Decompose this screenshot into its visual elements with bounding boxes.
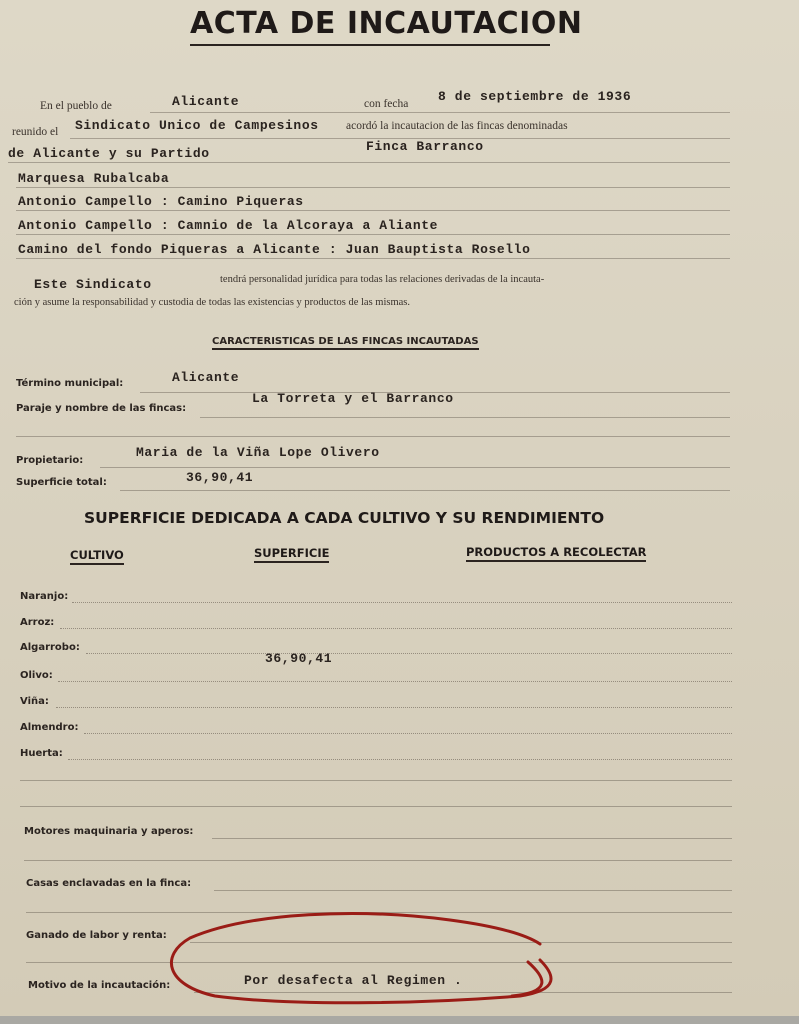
paraje-label: Paraje y nombre de las fincas:	[16, 403, 187, 414]
col-productos-header: PRODUCTOS A RECOLECTAR	[466, 545, 646, 562]
pueblo-value: Alicante	[172, 94, 240, 109]
cultivo-row-superficie: 36,90,41	[265, 651, 333, 666]
cultivo-row-label: Algarrobo:	[20, 642, 80, 653]
title-underline	[190, 44, 550, 46]
rule-line	[120, 490, 730, 491]
organizacion-value: Sindicato Unico de Campesinos	[75, 118, 319, 133]
cultivo-row-line	[68, 759, 732, 760]
cultivo-row-line	[86, 653, 732, 654]
superficie-total-label: Superficie total:	[16, 477, 107, 488]
rule-line	[214, 890, 732, 891]
sindicato-text-2: ción y asume la responsabilidad y custodia de todas las existencias y productos de las mismas.	[14, 297, 410, 308]
propietario-value: Maria de la Viña Lope Olivero	[136, 445, 380, 460]
fecha-label: con fecha	[364, 98, 409, 110]
cultivo-row-line	[84, 733, 732, 734]
sindicato-value: Este Sindicato	[34, 277, 152, 292]
scanner-bottom-edge	[0, 1016, 799, 1024]
rule-line	[26, 912, 732, 913]
rule-line	[150, 112, 730, 113]
lindero-line: Marquesa Rubalcaba	[18, 171, 170, 186]
cultivo-row-label: Huerta:	[20, 748, 63, 759]
cultivos-heading: SUPERFICIE DEDICADA A CADA CULTIVO Y SU RENDIMIENTO	[84, 509, 605, 527]
motores-label: Motores maquinaria y aperos:	[24, 826, 194, 837]
rule-line	[212, 838, 732, 839]
cultivo-row-label: Viña:	[20, 696, 49, 707]
ganado-label: Ganado de labor y renta:	[26, 930, 167, 941]
cultivo-row-label: Arroz:	[20, 617, 55, 628]
sindicato-text-1: tendrá personalidad jurídica para todas las relaciones derivadas de la incauta-	[220, 274, 545, 285]
partida-value: de Alicante y su Partido	[8, 146, 210, 161]
pueblo-label: En el pueblo de	[40, 100, 112, 112]
rule-line	[16, 436, 730, 437]
propietario-label: Propietario:	[16, 455, 84, 466]
cultivo-row-line	[60, 628, 732, 629]
rule-line	[26, 962, 732, 963]
acordo-text: acordó la incautacion de las fincas denominadas	[346, 120, 568, 132]
termino-value: Alicante	[172, 370, 240, 385]
rule-line	[16, 187, 730, 188]
superficie-total-value: 36,90,41	[186, 470, 254, 485]
cultivo-row-label: Olivo:	[20, 670, 53, 681]
rule-line	[8, 162, 730, 163]
rule-line	[20, 806, 732, 807]
cultivo-row-label: Almendro:	[20, 722, 79, 733]
cultivo-row-line	[56, 707, 732, 708]
rule-line	[200, 417, 730, 418]
motivo-label: Motivo de la incautación:	[28, 980, 171, 991]
casas-label: Casas enclavadas en la finca:	[26, 878, 192, 889]
rule-line	[16, 258, 730, 259]
termino-label: Término municipal:	[16, 378, 124, 389]
lindero-line: Camino del fondo Piqueras a Alicante : Juan Bauptista Rosello	[18, 242, 531, 257]
motivo-value: Por desafecta al Regimen .	[244, 973, 463, 988]
finca-value: Finca Barranco	[366, 139, 484, 154]
cultivo-row-line	[58, 681, 732, 682]
cultivo-row-label: Naranjo:	[20, 591, 69, 602]
cultivo-row-line	[72, 602, 732, 603]
reunido-label: reunido el	[12, 126, 59, 138]
rule-line	[194, 992, 732, 993]
col-cultivo-header: CULTIVO	[70, 548, 124, 565]
fecha-value: 8 de septiembre de 1936	[438, 89, 632, 104]
document-title: ACTA DE INCAUTACION	[190, 6, 583, 41]
rule-line	[24, 860, 732, 861]
lindero-line: Antonio Campello : Camnio de la Alcoraya a Aliante	[18, 218, 439, 233]
rule-line	[20, 780, 732, 781]
rule-line	[100, 467, 730, 468]
paraje-value: La Torreta y el Barranco	[252, 391, 454, 406]
lindero-line: Antonio Campello : Camino Piqueras	[18, 194, 304, 209]
rule-line	[16, 234, 730, 235]
caracteristicas-heading: CARACTERISTICAS DE LAS FINCAS INCAUTADAS	[212, 336, 479, 350]
rule-line	[16, 210, 730, 211]
rule-line	[190, 942, 732, 943]
col-superficie-header: SUPERFICIE	[254, 546, 329, 563]
